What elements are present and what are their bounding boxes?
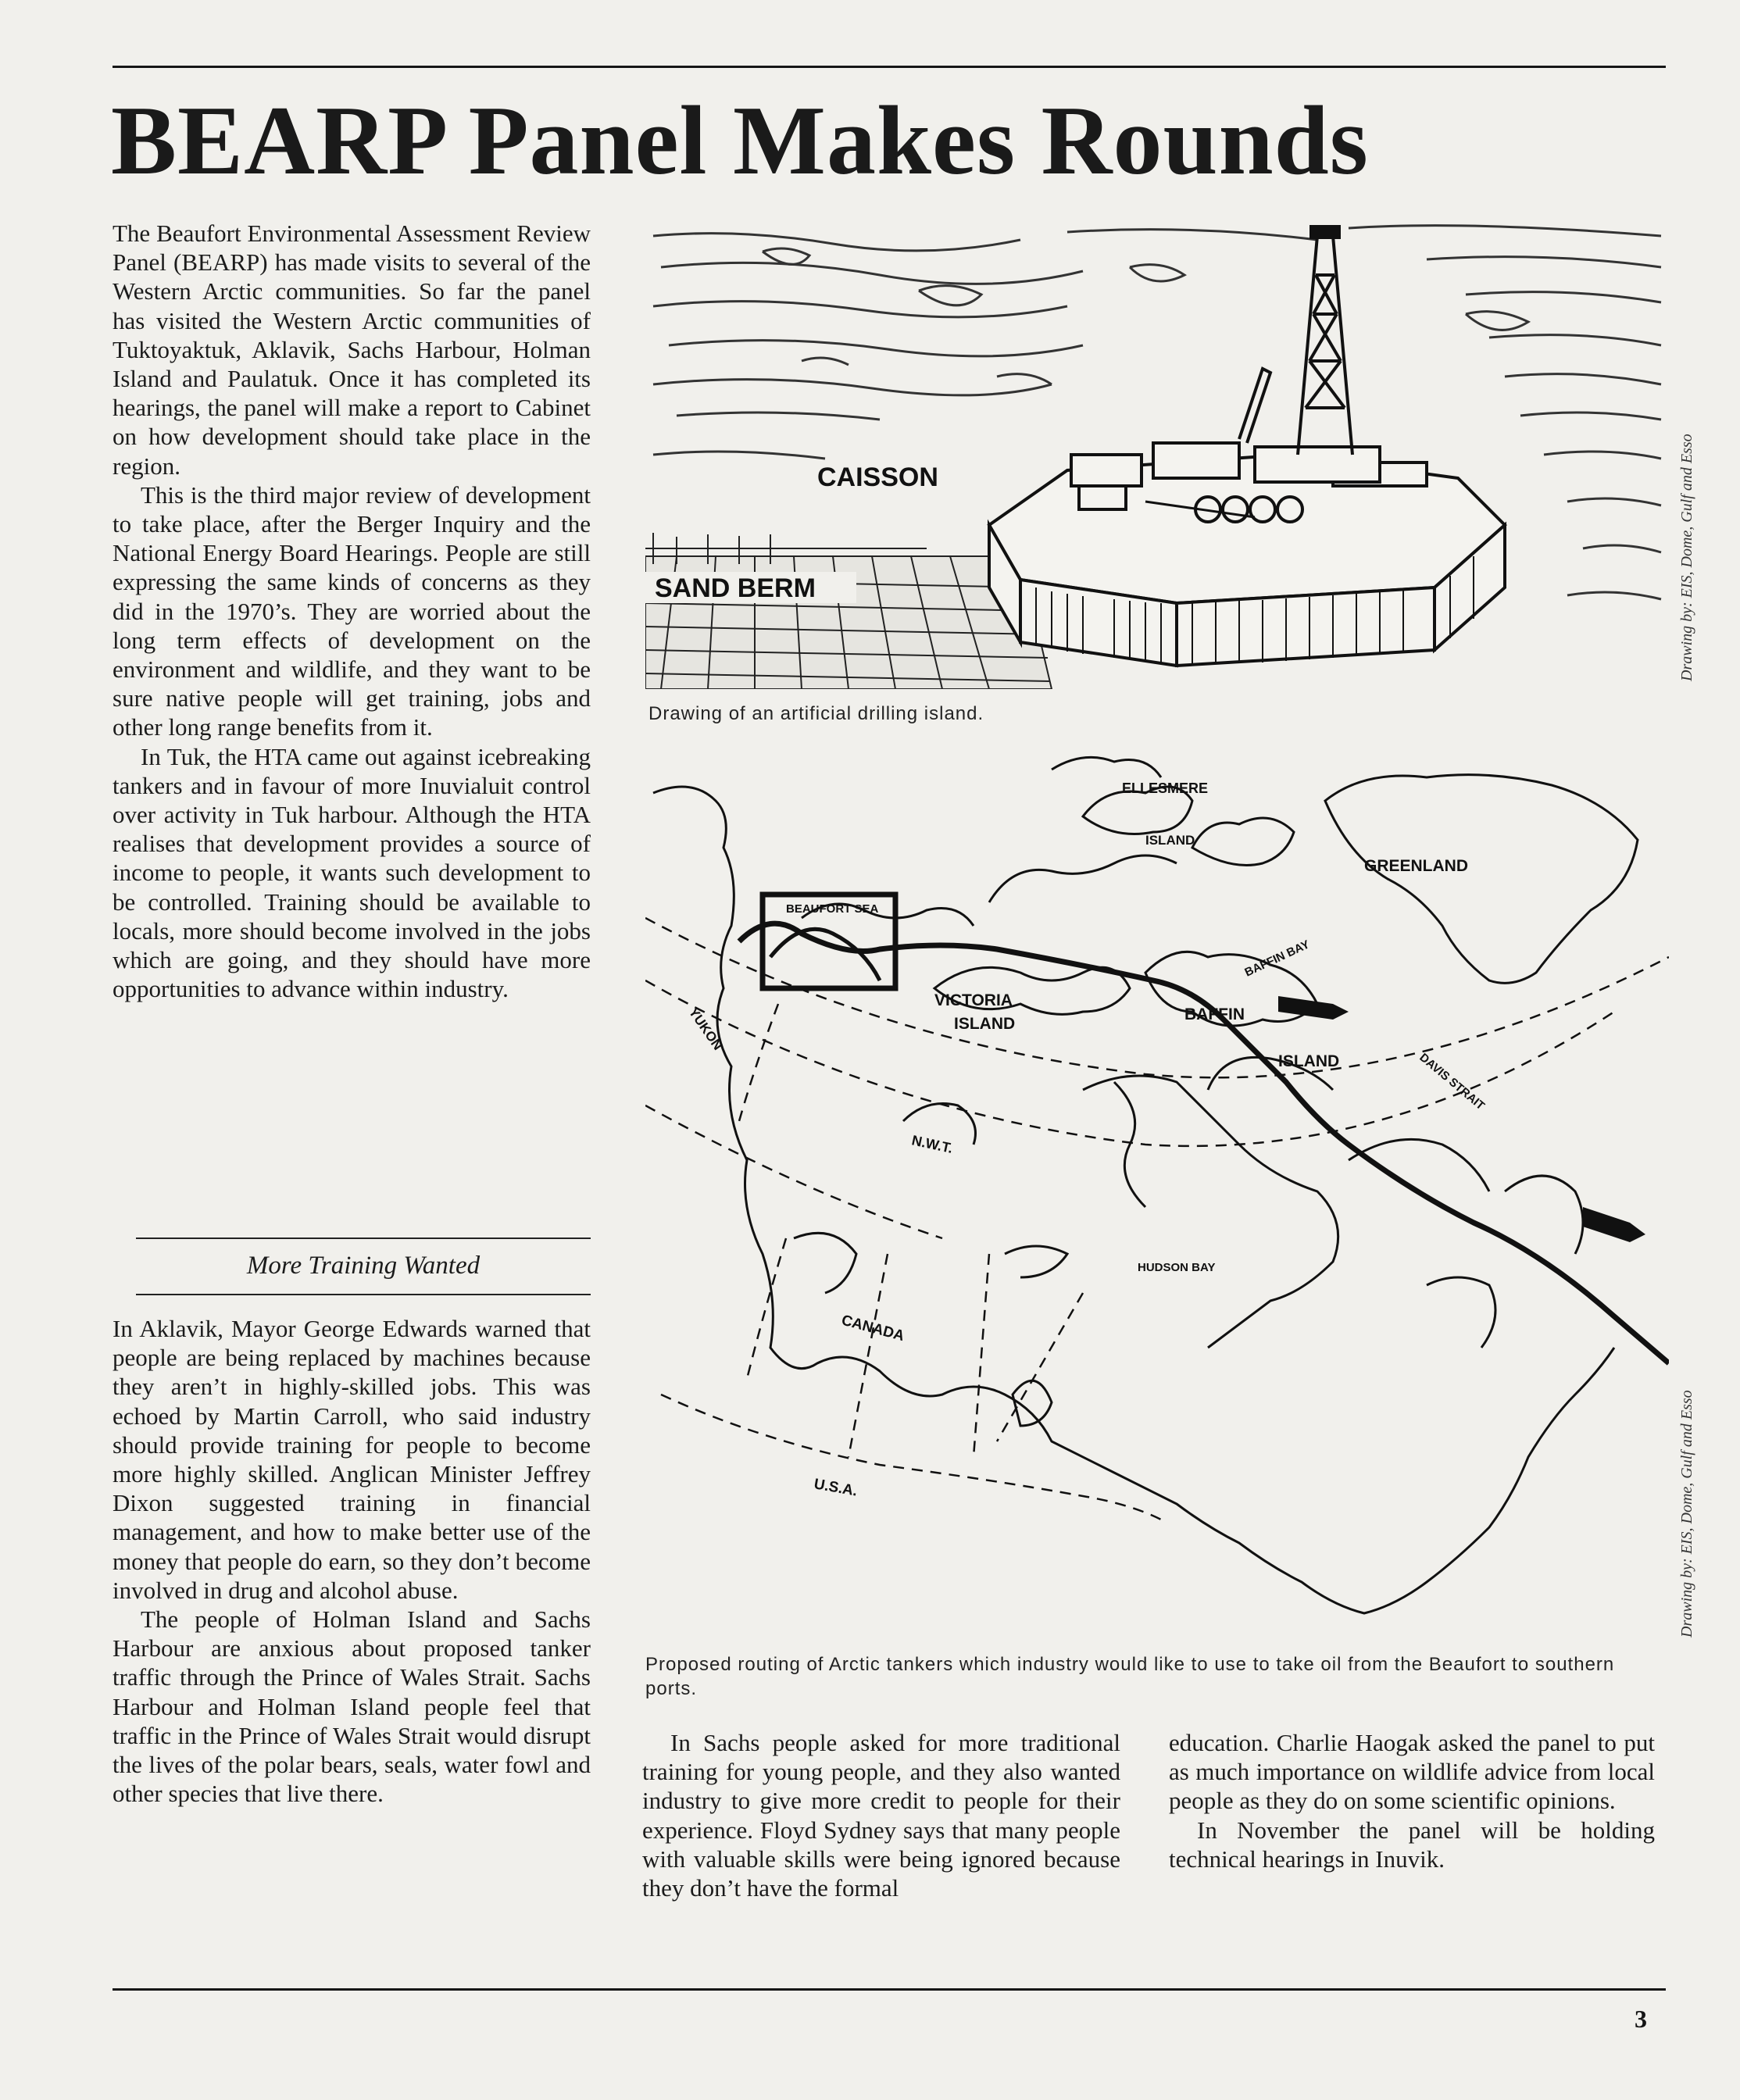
label-canada: CANADA	[839, 1312, 906, 1345]
tanker-route-map	[645, 754, 1669, 1645]
tanker-route-map-figure	[645, 754, 1669, 1645]
label-ellesmere-island: ISLAND	[1145, 833, 1195, 848]
drilling-island-drawing	[645, 220, 1669, 689]
label-victoria-island: ISLAND	[954, 1015, 1016, 1033]
right-column	[1169, 1728, 1655, 1873]
label-baffin-bay: BAFFIN BAY	[1242, 938, 1312, 980]
paragraph-tuk: In Tuk, the HTA came out against icebreaking tankers and in favour of more Inuvialuit control over activity in Tuk harbour. Although the HTA realises that development provides a source of income to people, it wants such development to be controlled. Training should be available to locals, more should become involved in the jobs which are going, and they should have more opportunities to advance within industry.	[113, 742, 591, 1003]
coastlines	[653, 757, 1638, 1613]
tanker-ship-2	[1583, 1207, 1645, 1242]
map-labels	[686, 780, 1488, 1500]
label-victoria: VICTORIA	[934, 991, 1013, 1009]
label-yukon: YUKON	[685, 1005, 726, 1053]
sand-berm-label: SAND BERM	[655, 573, 816, 603]
paragraph-third-review: This is the third major review of development to take place, after the Berger Inquiry and the National Energy Board Hearings. People are still expressing the same kinds of concerns as they did in the 1970’s. They are worried about the long term effects of development on the environment and wildlife, and they want to be sure native people will get training, jobs and other long range benefits from it.	[113, 480, 591, 741]
paragraph-intro: The Beaufort Environmental Assessment Review Panel (BEARP) has made visits to several of the Western Arctic communities. So far the panel has visited the Western Arctic communities of Tuktoyaktuk, Aklavik, Sachs Harbour, Holman Island and Paulatuk. Once it has completed its hearings, the panel will make a report to Cabinet on how development should take place in the region.	[113, 220, 591, 480]
label-usa: U.S.A.	[813, 1476, 859, 1500]
paragraph-sachs: In Sachs people asked for more traditional training for young people, and they also wanted industry to give more credit to people for their experience. Floyd Sydney says that many people with valuable skills were being ignored because they don’t have the formal	[642, 1729, 1120, 1902]
label-beaufort-sea: BEAUFORT SEA	[786, 902, 879, 916]
left-column-lower	[113, 1314, 591, 1808]
subhead-box	[136, 1238, 591, 1295]
paragraph-haogak: education. Charlie Haogak asked the panel to put as much importance on wildlife advice from local people as they do on some scientific opinions.	[1169, 1729, 1655, 1815]
paragraph-aklavik: In Aklavik, Mayor George Edwards warned that people are being replaced by machines because they aren’t in highly-skilled jobs. This was echoed by Martin Carroll, who said industry should provide training for people to become more highly skilled. Anglican Minister Jeffrey Dixon suggested training in financial management, and how to make better use of the money that people do earn, so they don’t become involved in drug and alcohol abuse.	[113, 1315, 591, 1604]
figure1-caption: Drawing of an artificial drilling island.	[648, 703, 984, 724]
beaufort-route-inset	[770, 929, 880, 980]
label-nwt: N.W.T.	[910, 1132, 955, 1156]
label-baffin: BAFFIN	[1184, 1005, 1245, 1023]
article-title: BEARP Panel Makes Rounds	[111, 87, 1369, 195]
label-hudson-bay: HUDSON BAY	[1138, 1261, 1216, 1274]
paragraph-holman-sachs: The people of Holman Island and Sachs Harbour are anxious about proposed tanker traffic through the Prince of Wales Strait. Sachs Harbour and Holman Island people feel that traffic in the Prince of Wales Strait would disrupt the lives of the polar bears, seals, water fowl and other species that live there.	[113, 1605, 591, 1808]
label-ellesmere: ELLESMERE	[1122, 780, 1209, 796]
label-baffin-island: ISLAND	[1278, 1052, 1340, 1070]
figure2-caption: Proposed routing of Arctic tankers which industry would like to use to take oil from the Beaufort to southern ports.	[645, 1654, 1615, 1699]
bottom-rule	[113, 1988, 1666, 1991]
subhead-more-training: More Training Wanted	[246, 1252, 481, 1280]
drilling-island-figure	[645, 220, 1669, 689]
figure1-credit: Drawing by: EIS, Dome, Gulf and Esso	[1678, 434, 1695, 681]
label-greenland: GREENLAND	[1364, 857, 1469, 875]
figure2-credit: Drawing by: EIS, Dome, Gulf and Esso	[1678, 1390, 1695, 1638]
tanker-ship-1	[1278, 996, 1349, 1020]
drilling-derrick	[1239, 227, 1352, 455]
middle-column	[642, 1728, 1120, 1902]
label-davis-strait: DAVIS STRAIT	[1417, 1051, 1488, 1113]
top-rule	[113, 66, 1666, 68]
paragraph-november: In November the panel will be holding technical hearings in Inuvik.	[1169, 1816, 1655, 1873]
caisson-label: CAISSON	[817, 462, 938, 492]
page-number: 3	[1635, 2005, 1647, 2033]
caisson-structure	[989, 443, 1505, 666]
boundary-lines	[645, 918, 1669, 1520]
left-column	[113, 219, 591, 1003]
